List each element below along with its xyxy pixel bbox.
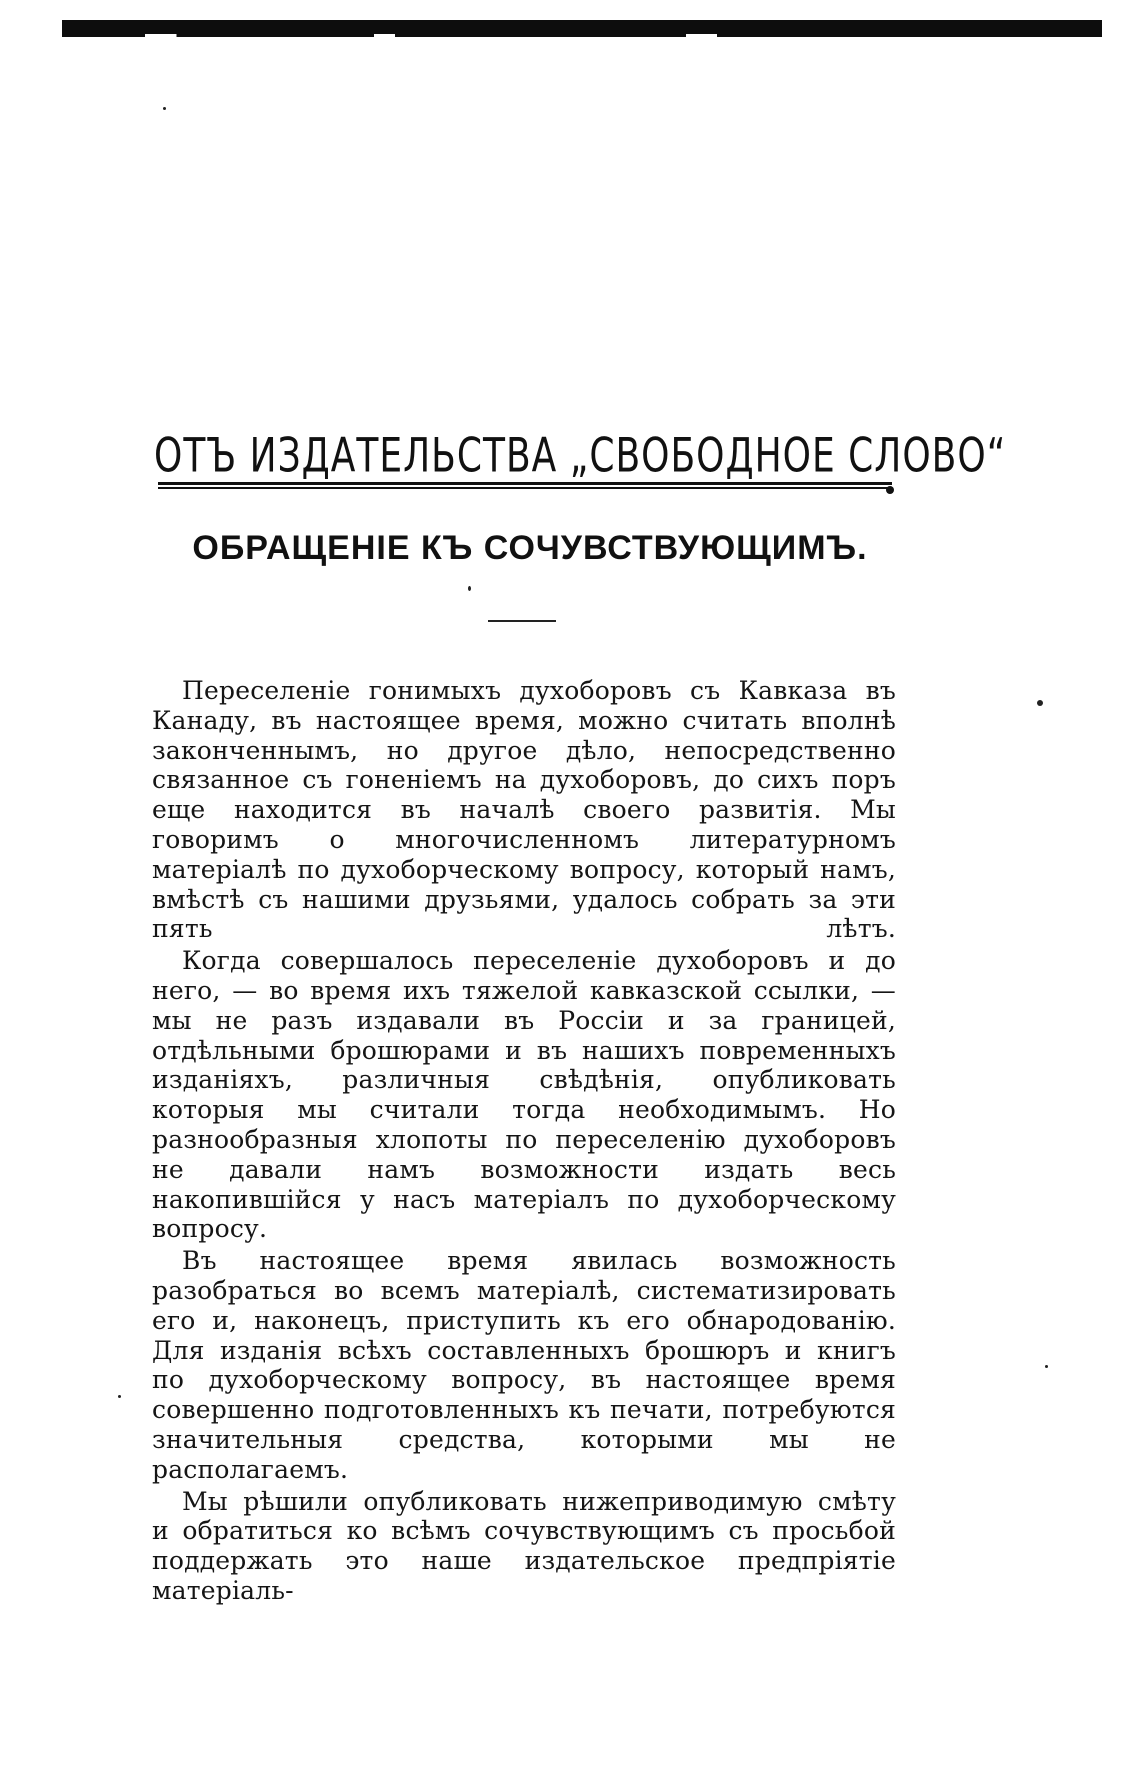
scan-speck — [118, 1395, 121, 1398]
publisher-header-title: ОТЪ ИЗДАТЕЛЬСТВА „СВОБОДНОЕ СЛОВО“ — [154, 429, 1007, 484]
scan-speck — [1037, 700, 1043, 706]
body-text — [152, 676, 896, 1608]
header-rule-dot — [886, 486, 894, 494]
paragraph: Переселеніе гонимыхъ духоборовъ съ Кавказа въ Канаду, въ настоящее время, можно считать вполнѣ законченнымъ, но другое дѣло, непосредственно связанное съ гоненіемъ на духоборовъ, до сихъ поръ еще находится въ началѣ своего развитія. Мы говоримъ о многочисленномъ литературномъ матеріалѣ по духоборческому вопросу, который намъ, вмѣстѣ съ нашими друзьями, удалось собрать за эти пять лѣтъ. — [152, 676, 896, 944]
top-border-rule — [62, 20, 1102, 34]
paragraph: Въ настоящее время явилась возможность разобраться во всемъ матеріалѣ, систематизировать его и, наконецъ, приступить къ его обнародованію. Для изданія всѣхъ составленныхъ брошюръ и книгъ по духоборческому вопросу, въ настоящее время совершенно подготовленныхъ къ печати, потребуются значительныя средства, которыми мы не располагаемъ. — [152, 1246, 896, 1484]
scan-speck — [163, 107, 166, 110]
paragraph: Когда совершалось переселеніе духоборовъ и до него, — во время ихъ тяжелой кавказской ссылки, — мы не разъ издавали въ Россіи и за границей, отдѣльными брошюрами и въ нашихъ повременныхъ изданіяхъ, различныя свѣдѣнія, опубликовать которыя мы считали тогда необходимымъ. Но разнообразныя хлопоты по переселенію духоборовъ не давали намъ возможности издать весь накопившійся у насъ матеріалъ по духоборческому вопросу. — [152, 946, 896, 1244]
appeal-title: ОБРАЩЕНІЕ КЪ СОЧУВСТВУЮЩИМЪ. — [192, 529, 868, 567]
scan-speck — [468, 586, 471, 591]
title-separator-rule — [488, 620, 556, 622]
paragraph: Мы рѣшили опубликовать нижеприводимую смѣту и обратиться ко всѣмъ сочувствующимъ съ просьбой поддержать это наше издательское предпріятіе матеріаль- — [152, 1486, 896, 1605]
header-double-rule — [158, 482, 892, 489]
scan-speck — [1045, 1365, 1048, 1368]
